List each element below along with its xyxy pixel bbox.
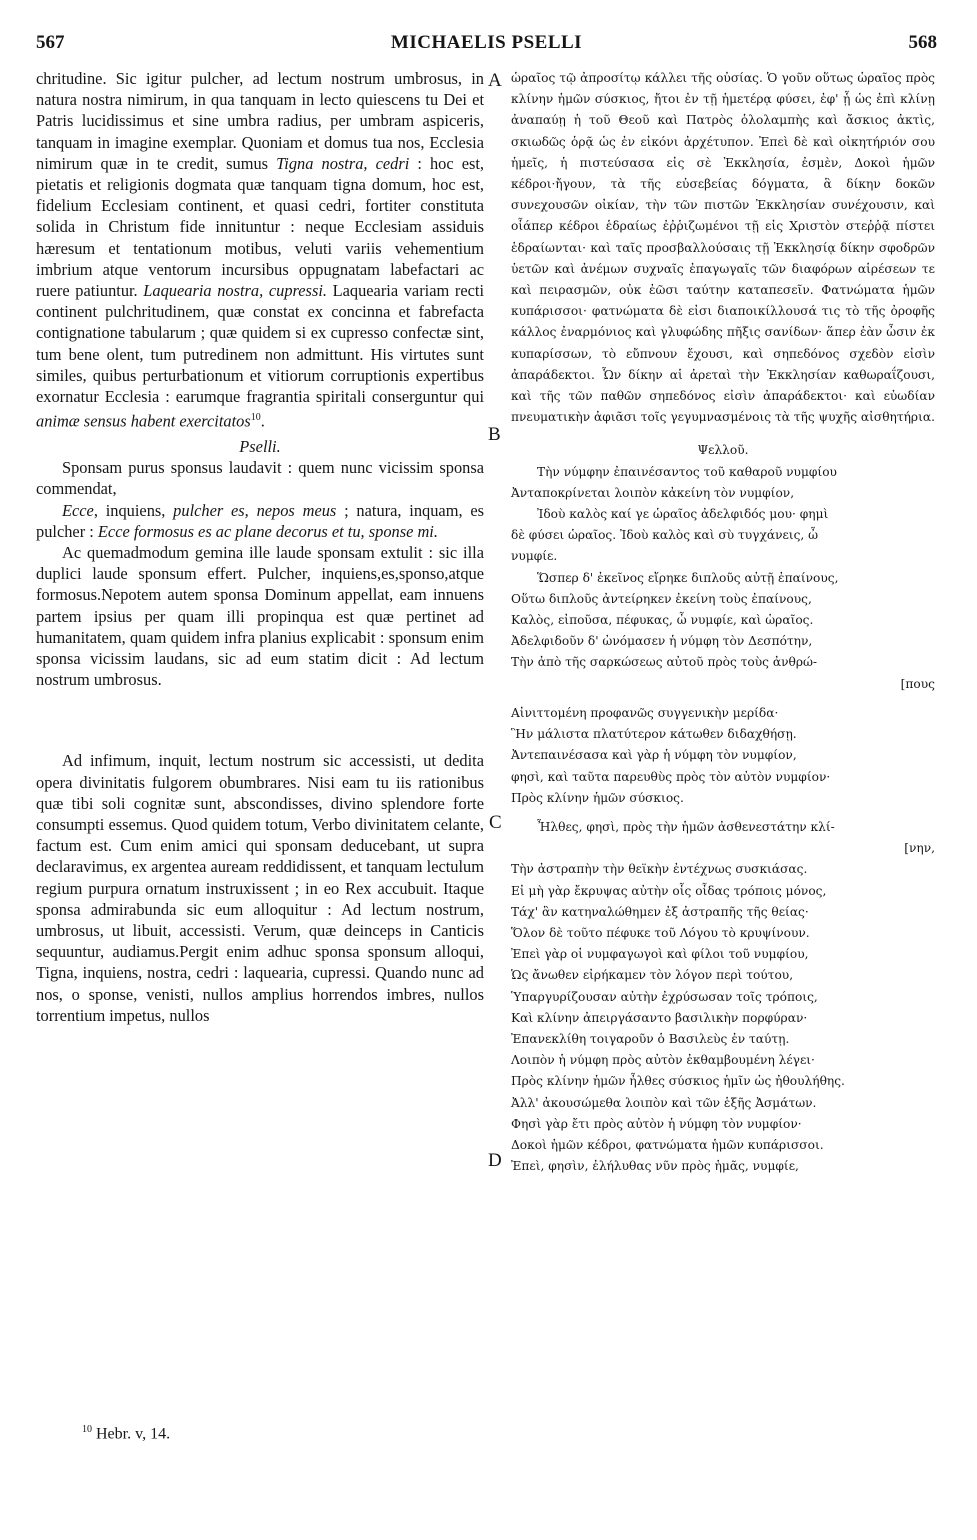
- page-number-right: 568: [908, 32, 937, 53]
- greek-verse-continuation: [πους: [900, 676, 935, 691]
- footnote-text: Hebr. v, 14.: [92, 1425, 171, 1443]
- greek-verse-line: Πρὸς κλίνην ἡμῶν σύσκιος.: [511, 790, 684, 805]
- greek-verse-line: Τὴν νύμφην ἐπαινέσαντος τοῦ καθαροῦ νυμφίου: [537, 464, 837, 479]
- greek-verse-line: Ἀλλ' ἀκουσώμεθα λοιπὸν καὶ τῶν ἑξῆς Ἀσμάτων.: [511, 1095, 817, 1110]
- greek-verse-line: Ἀντεπαινέσασα καὶ γὰρ ἡ νύμφη τὸν νυμφίον,: [511, 748, 797, 763]
- latin-paragraph: chritudine. Sic igitur pulcher, ad lectum nostrum umbrosus, in natura nostra nimirum, in qua tanquam in lecto quiescens tu Dei et Patris lucidissimus et sine umbra radius, per umbram aspiceris, tanquam in imagine exemplar. Quoniam et domus tua nos, Ecclesia nimirum quæ in te credit, sumus Tigna nostra, cedri : hoc est, pietatis et religionis dogmata quæ tanquam tigna domum, hoc est, fidelium Ecclesiam continent, et quasi cedri, fortiter constituta solida in Christum fide innituntur : neque Ecclesiam assiduis hæresum et tentationum motibus, veluti variis vehementium imbrium atque ventorum incursibus oppugnatam labefactari ac ruere patiuntur. Laquearia nostra, cupressi. Laquearia variam recti continent pulchritudinem, quæ constat ex concinna et fabrefacta contignatione tabularum ; quæ quidem si ex cupresso confectæ sint, tum bene olent, tum putredinem non admittunt. His virtutes sunt similes, quibus perturbationum et vitiorum corruptionis expertibus exornatur Ecclesia : earumque fragrantia spiritali conserguntur qui animæ sensus habent exercitatos$^{10}$.: [36, 69, 485, 431]
- greek-column: [511, 68, 935, 1177]
- greek-verse-line: Τὴν ἀπὸ τῆς σαρκώσεως αὐτοῦ πρὸς τοὺς ἀνθρώ-: [511, 655, 818, 670]
- footnote-number: 10: [82, 1424, 92, 1435]
- margin-marker-c: C: [489, 812, 502, 833]
- latin-paragraph: Sponsam purus sponsus laudavit : quem nunc vicissim sponsa commendat,: [36, 458, 484, 499]
- greek-verse-line: Καλὸς, εἰποῦσα, πέφυκας, ὦ νυμφίε, καὶ ὡραῖος.: [511, 613, 814, 628]
- footnote-ref: 10: [250, 412, 261, 424]
- greek-verse-continuation: [νην,: [904, 841, 935, 856]
- greek-verse-line: Ὡς ἄνωθεν εἰρήκαμεν τὸν λόγον περὶ τούτου,: [511, 968, 794, 983]
- greek-verse-line: Ἣν μάλιστα πλατύτερον κάτωθεν διδαχθήσῃ.: [511, 727, 797, 742]
- greek-verse-line: Ὑπαργυρίζουσαν αὐτὴν ἐχρύσωσαν τοῖς τρόποις,: [511, 989, 818, 1004]
- greek-paragraph: ὡραῖος τῷ ἀπροσίτῳ κάλλει τῆς οὐσίας. Ὁ γοῦν οὕτως ὡραῖος πρὸς κλίνην ἡμῶν σύσκιος, ἤτοι ἐν τῇ ἡμετέρᾳ φύσει, ἐφ' ᾗ ὡς ἐπὶ κλίνῃ ἀναπαύῃ ἡ τοῦ Θεοῦ καὶ Πατρὸς ὁλολαμπὴς καὶ ἄσκιος ἀκτὶς, σκιωδῶς ὁρᾷ ὡς ἐν εἰκόνι ἀρχέτυπον. Ἐπεὶ δὲ καὶ οἰκητήριόν σου ἡμεῖς, ἡ πιστεύσασα εἰς σὲ Ἐκκλησία, ἐσμὲν, Δοκοὶ ἡμῶν κέδροι·ἤγουν, τὰ τῆς εὐσεβείας δόγματα, ἃ δίκην δοκῶν συνεχουσῶν οἰκίαν, τὴν τῶν πιστῶν Ἐκκλησίαν συνέχουσιν, καὶ οἷάπερ κέδροι ἑδραίως ἐῤῥιζωμένοι τῇ εἰς Χριστὸν στεῤῥᾷ πίστει ἑδραίωνται· καὶ ταῖς προσβαλλούσαις τῇ Ἐκκλησίᾳ δίκην σφοδρῶν ὑετῶν καὶ ἀνέμων συχναῖς ἐπαγωγαῖς τῶν διαφόρων αἱρέσεων τε καὶ πειρασμῶν, οὐκ ἐῶσι ταύτην καταπεσεῖν. Φατνώματα ἡμῶν κυπάρισσοι· φατνώματα δὲ εἰσι διαποικίλλουσά τις τὸ τῆς ὀροφῆς κάλλος ἐναρμόνιος καὶ γλυφώδης πῆξις σανίδων· ἅπερ ἐὰν ὦσιν ἐκ κυπαρίσσων, τὸ εὔπνουν ἔχουσι, καὶ σηπεδόνος σχεδὸν εἰσὶν ἀπαράδεκτοι. Ὧν δίκην αἱ ἀρεταὶ τὴν Ἐκκλησίαν καθωραΐζουσι, καὶ τῆς τῶν παθῶν σηπεδόνος εἰσὶν ἀπαράδεκτοι· καὶ εὐωδίαν πνευματικὴν ἀφιᾶσι τοῖς γεγυμνασμένοις τὰ τῆς ψυχῆς αἰσθητήρια.: [511, 71, 935, 425]
- latin-paragraph: Ecce, inquiens, pulcher es, nepos meus ; natura, inquam, es pulcher : Ecce formosus es ac plane decorus et tu, sponse mi.: [36, 500, 484, 541]
- greek-verse-line: Εἰ μὴ γὰρ ἔκρυψας αὐτὴν οἷς οἶδας τρόποις μόνος,: [511, 883, 827, 898]
- greek-verse-line: Αἰνιττομένη προφανῶς συγγενικὴν μερίδα·: [511, 705, 779, 720]
- greek-verse-line: Οὕτω διπλοῦς ἀντείρηκεν ἐκείνη τοὺς ἐπαίνους,: [511, 591, 812, 606]
- greek-section-heading: Ψελλοῦ.: [697, 443, 749, 458]
- greek-verse-line: Λοιπὸν ἡ νύμφη πρὸς αὐτὸν ἐκθαμβουμένη λέγει·: [511, 1053, 815, 1068]
- greek-verse-line: Ἐπεὶ, φησὶν, ἐλήλυθας νῦν πρὸς ἡμᾶς, νυμφίε,: [511, 1159, 799, 1174]
- latin-column: [36, 68, 484, 1026]
- running-header: [36, 32, 937, 58]
- greek-verse-line: νυμφίε.: [511, 549, 558, 564]
- greek-verse-line: Δοκοὶ ἡμῶν κέδροι, φατνώματα ἡμῶν κυπάρισσοι.: [511, 1137, 824, 1152]
- greek-verse-line: Ἐπεὶ γὰρ οἱ νυμφαγωγοὶ καὶ φίλοι τοῦ νυμφίου,: [511, 947, 809, 962]
- greek-verse-line: Πρὸς κλίνην ἡμῶν ἦλθες σύσκιος ἡμῖν ὡς ἠθουλήθης.: [511, 1074, 845, 1089]
- greek-verse-line: φησὶ, καὶ ταῦτα παρευθὺς πρὸς τὸν αὐτὸν νυμφίον·: [511, 769, 831, 784]
- latin-paragraph: Ac quemadmodum gemina ille laude sponsam extulit : sic illa duplici laude sponsum effert. Pulcher, inquiens,es,sponso,atque formosus.Nepotem autem sponsa Dominum appellat, eam innuens partem ipsius per quam illi propinqua est quæ pertinet ad humanitatem, quam quidem infra planius explicabit : sponsum enim sponsa vicissim laudans, sic ad eum statim dicit : Ad lectum nostrum umbrosus.: [36, 542, 484, 690]
- latin-section-heading: Pselli.: [239, 436, 281, 456]
- greek-verse-line: Ἰδοὺ καλὸς καί γε ὡραῖος ἀδελφιδός μου· φημὶ: [537, 507, 829, 522]
- greek-verse-line: Ἀνταποκρίνεται λοιπὸν κἀκείνη τὸν νυμφίον,: [511, 485, 795, 500]
- margin-marker-b: B: [488, 424, 501, 445]
- running-title: MICHAELIS PSELLI: [390, 32, 583, 53]
- greek-verse-line: Καὶ κλίνην ἀπειργάσαντο βασιλικὴν πορφύραν·: [511, 1010, 808, 1025]
- greek-verse-line: Ἐπανεκλίθη τοιγαροῦν ὁ Βασιλεὺς ἐν ταύτῃ.: [511, 1031, 790, 1046]
- page-number-left: 567: [36, 32, 65, 53]
- greek-verse-line: Φησὶ γὰρ ἔτι πρὸς αὐτὸν ἡ νύμφη τὸν νυμφίον·: [511, 1116, 802, 1131]
- latin-paragraph: Ad infimum, inquit, lectum nostrum sic accessisti, ut dedita opera divinitatis fulgorem obumbrares. Nisi eam tu iis rationibus quæ tibi soli cognitæ sunt, abscondisses, divino splendore forte consumpti essemus. Quod quidem totum, Verbo divinitatem celante, factum est. Cum enim amici qui sponsam deducebant, ut supra declaravimus, ex argentea auream reddidissent, et tanquam lectulum regium purpura ornatum instruxissent ; in eo Rex accubuit. Itaque sponsa admirabunda sic eum alloquitur : Ad lectum nostrum, umbrosus, ut libuit, accessisti. Verum, quæ deinceps in Canticis sequuntur, audiamus.Pergit enim adhuc sponsa sponsum alloqui, Tigna, inquiens, nostra, cedri : laquearia, cupressi. Quando nunc ad nos, o sponse, venisti, nullos amplius horrendos imbres, nullos torrentium impetus, nullos: [36, 751, 484, 1025]
- greek-verse-line: Ὅλον δὲ τοῦτο πέφυκε τοῦ Λόγου τὸ κρυψίνουν.: [511, 925, 810, 940]
- greek-verse-line: Ὥσπερ δ' ἐκεῖνος εἴρηκε διπλοῦς αὐτῇ ἐπαίνους,: [537, 570, 839, 585]
- greek-verse-line: Τὴν ἀστραπὴν τὴν θεϊκὴν ἐντέχνως συσκιάσας.: [511, 862, 808, 877]
- greek-verse-line: Τάχ' ἂν κατηναλώθημεν ἐξ ἀστραπῆς τῆς θείας·: [511, 904, 809, 919]
- greek-verse-line: δὲ φύσει ὡραῖος. Ἰδοὺ καλὸς καὶ σὺ τυγχάνεις, ὦ: [511, 528, 819, 543]
- greek-verse-line: Ἀδελφιδοῦν δ' ὠνόμασεν ἡ νύμφη τὸν Δεσπότην,: [511, 634, 813, 649]
- margin-marker-d: D: [488, 1150, 502, 1171]
- margin-marker-a: A: [488, 70, 502, 91]
- footnote: [82, 1424, 170, 1443]
- greek-verse-line: Ἦλθες, φησὶ, πρὸς τὴν ἡμῶν ἀσθενεστάτην κλί-: [537, 819, 835, 834]
